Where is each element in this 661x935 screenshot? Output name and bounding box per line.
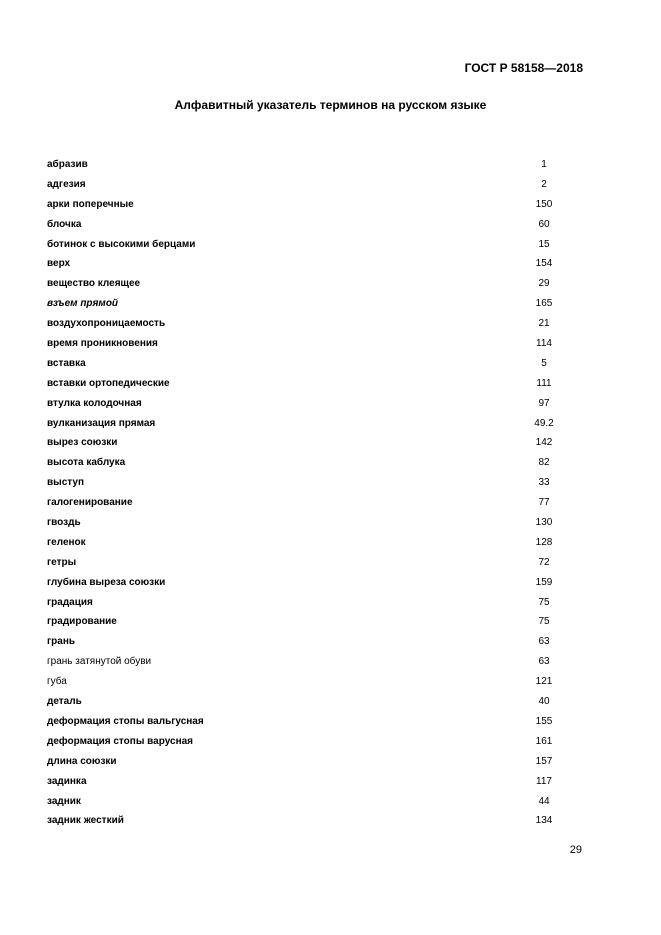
index-term: губа <box>47 676 67 688</box>
index-row <box>47 354 567 374</box>
index-term: выступ <box>47 477 84 489</box>
index-term: воздухопроницаемость <box>47 318 166 330</box>
index-term-number: 63 <box>538 636 550 648</box>
index-term-number: 150 <box>535 198 553 210</box>
index-term: геленок <box>47 536 86 548</box>
index-term: высота каблука <box>47 457 126 469</box>
index-term-number: 21 <box>538 318 550 330</box>
index-row <box>47 453 567 473</box>
index-term: галогенирование <box>47 497 133 509</box>
index-term-number: 128 <box>535 536 553 548</box>
index-term: вулканизация прямая <box>47 417 156 429</box>
index-term: вещество клеящее <box>47 278 141 290</box>
index-term: грань <box>47 636 76 648</box>
index-term-number: 155 <box>535 715 553 727</box>
index-row <box>47 374 567 394</box>
index-term: втулка колодочная <box>47 397 142 409</box>
index-row <box>47 274 567 294</box>
index-row <box>47 493 567 513</box>
index-row <box>47 235 567 255</box>
index-term: гетры <box>47 556 77 568</box>
index-row <box>47 593 567 613</box>
index-row <box>47 612 567 632</box>
index-term-number: 1 <box>541 159 547 170</box>
index-term: деформация стопы вальгусная <box>47 715 204 727</box>
document-code: ГОСТ Р 58158—2018 <box>464 61 583 75</box>
index-term: время проникновения <box>47 338 158 350</box>
index-term: глубина выреза союзки <box>47 576 166 588</box>
index-term-number: 130 <box>535 517 553 529</box>
index-term-number: 82 <box>538 457 550 469</box>
index-term: арки поперечные <box>47 198 134 210</box>
index-term: задинка <box>47 775 87 787</box>
index-term: адгезия <box>47 178 86 190</box>
index-term-number: 114 <box>536 338 552 350</box>
page-title: Алфавитный указатель терминов на русском языке <box>174 98 487 112</box>
index-term-number: 159 <box>535 576 553 588</box>
index-term: длина союзки <box>47 755 117 767</box>
index-row <box>47 533 567 553</box>
index-term: вырез союзки <box>47 437 118 449</box>
index-term: гвоздь <box>47 517 81 529</box>
index-term: задник <box>47 795 81 807</box>
index-term-number: 5 <box>541 357 547 369</box>
index-term-number: 72 <box>538 556 550 568</box>
index-row <box>47 732 567 752</box>
index-term-number: 142 <box>535 437 553 449</box>
index-term: деформация стопы варусная <box>47 735 194 747</box>
index-row <box>47 155 567 175</box>
index-term: грань затянутой обуви <box>47 656 152 668</box>
index-row <box>47 294 567 314</box>
index-term: абразив <box>47 159 88 170</box>
index-term: градация <box>47 596 93 608</box>
index-row <box>47 433 567 453</box>
index-term-number: 60 <box>538 218 550 230</box>
index-row <box>47 772 567 792</box>
index-term: взъем прямой <box>47 298 119 310</box>
index-row <box>47 215 567 235</box>
index-row <box>47 792 567 812</box>
index-term: блочка <box>47 218 82 230</box>
index-term-number: 161 <box>535 735 553 747</box>
index-row <box>47 692 567 712</box>
index-term-number: 75 <box>538 616 550 628</box>
index-term: задник жесткий <box>47 815 124 827</box>
index-row <box>47 473 567 493</box>
index-row <box>47 254 567 274</box>
index-term-number: 40 <box>538 696 550 708</box>
index-term-number: 157 <box>535 755 553 767</box>
index-term-number: 33 <box>538 477 550 489</box>
index-row <box>47 811 567 831</box>
index-term: градирование <box>47 616 117 628</box>
index-term-number: 165 <box>535 298 553 310</box>
index-row <box>47 394 567 414</box>
index-term: деталь <box>47 696 82 708</box>
index-row <box>47 652 567 672</box>
index-row <box>47 414 567 434</box>
index-row <box>47 752 567 772</box>
index-term-number: 75 <box>538 596 550 608</box>
page-number: 29 <box>569 844 582 856</box>
index-row <box>47 175 567 195</box>
index-term-number: 111 <box>536 377 552 389</box>
index-row <box>47 712 567 732</box>
index-term-number: 97 <box>538 397 550 409</box>
index-term: верх <box>47 258 71 270</box>
index-term-number: 134 <box>535 815 553 827</box>
index-term-number: 117 <box>536 775 552 787</box>
index-term-number: 29 <box>538 278 550 290</box>
index-row <box>47 314 567 334</box>
index-row <box>47 672 567 692</box>
index-row <box>47 513 567 533</box>
index-term-number: 121 <box>535 676 553 688</box>
index-row <box>47 632 567 652</box>
index-term-number: 49.2 <box>534 417 554 429</box>
index-row <box>47 573 567 593</box>
index-term-number: 154 <box>535 258 553 270</box>
index-term-number: 15 <box>538 238 550 250</box>
index-term-number: 63 <box>538 656 550 668</box>
index-term-number: 2 <box>541 178 547 190</box>
index-term: вставка <box>47 357 86 369</box>
index-term-number: 44 <box>538 795 550 807</box>
index-term-number: 77 <box>538 497 550 509</box>
term-index-list <box>47 155 567 831</box>
index-row <box>47 334 567 354</box>
index-row <box>47 195 567 215</box>
index-term: вставки ортопедические <box>47 377 170 389</box>
index-term: ботинок с высокими берцами <box>47 238 196 250</box>
index-row <box>47 553 567 573</box>
